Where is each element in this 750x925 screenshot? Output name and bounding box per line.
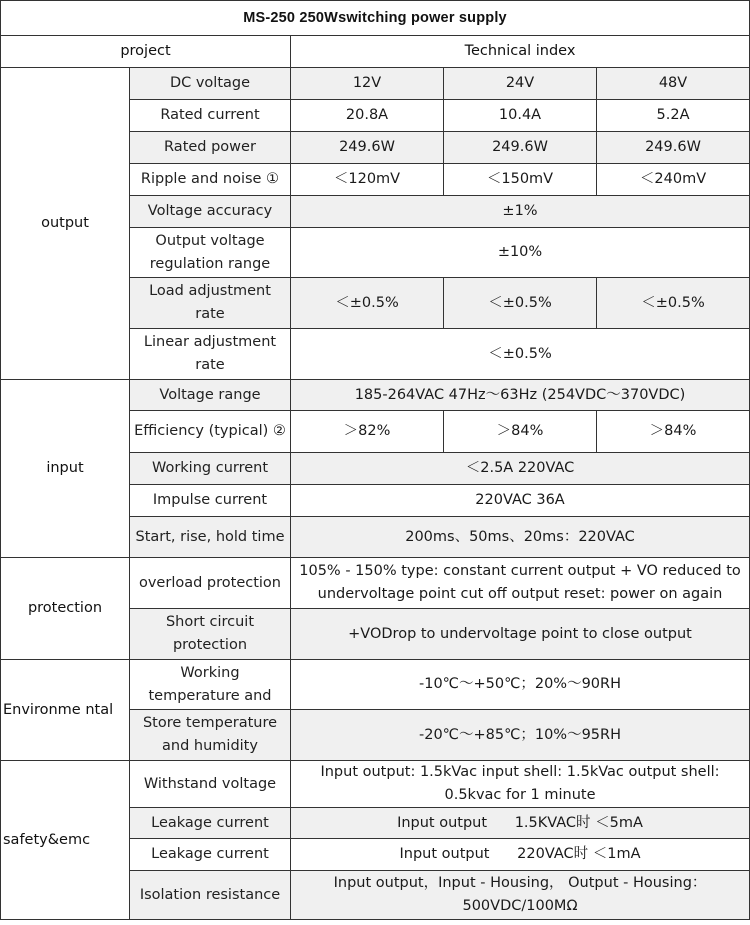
param-ripple-noise: Ripple and noise ①: [130, 164, 291, 196]
value-48v: ＜±0.5%: [597, 278, 750, 329]
param-rated-power: Rated power: [130, 132, 291, 164]
param-impulse-current: Impulse current: [130, 485, 291, 517]
value-24v: ＜±0.5%: [444, 278, 597, 329]
value-12v: ＞82%: [291, 411, 444, 453]
value-12v: 249.6W: [291, 132, 444, 164]
value-12v: ＜120mV: [291, 164, 444, 196]
param-store-temperature: Store temperature and humidity: [130, 710, 291, 761]
param-isolation-resistance: Isolation resistance: [130, 871, 291, 920]
row-voltage-range: [1, 380, 750, 411]
group-output: output: [1, 68, 130, 380]
value-short-circuit: +VODrop to undervoltage point to close output: [291, 609, 750, 660]
value-start-time: 200ms、50ms、20ms：220VAC: [291, 517, 750, 558]
value-overload: 105% - 150% type: constant current output + VO reduced to undervoltage point cut off output reset: power on again: [291, 558, 750, 609]
param-linear-adjustment: Linear adjustment rate: [130, 329, 291, 380]
value-leakage-current-1: Input output 1.5KVAC时 ＜5mA: [291, 808, 750, 839]
group-safety-emc: safety&emc: [1, 761, 130, 920]
value-24v: 10.4A: [444, 100, 597, 132]
value-24v: ＜150mV: [444, 164, 597, 196]
value-24v: 24V: [444, 68, 597, 100]
value-voltage-accuracy: ±1%: [291, 196, 750, 228]
param-start-time: Start, rise, hold time: [130, 517, 291, 558]
param-leakage-current: Leakage current: [130, 839, 291, 871]
param-voltage-accuracy: Voltage accuracy: [130, 196, 291, 228]
row-working-temperature: [1, 660, 750, 710]
value-48v: 5.2A: [597, 100, 750, 132]
group-environmental: Environme ntal: [1, 660, 130, 761]
value-regulation-range: ±10%: [291, 228, 750, 278]
value-48v: ＜240mV: [597, 164, 750, 196]
header-project: project: [1, 36, 291, 68]
param-voltage-range: Voltage range: [130, 380, 291, 411]
param-withstand-voltage: Withstand voltage: [130, 761, 291, 808]
param-efficiency: Efficiency (typical) ②: [130, 411, 291, 453]
value-24v: ＞84%: [444, 411, 597, 453]
value-24v: 249.6W: [444, 132, 597, 164]
group-input: input: [1, 380, 130, 558]
value-voltage-range: 185-264VAC 47Hz～63Hz (254VDC～370VDC): [291, 380, 750, 411]
param-rated-current: Rated current: [130, 100, 291, 132]
value-linear-adjustment: ＜±0.5%: [291, 329, 750, 380]
page-title: MS-250 250Wswitching power supply: [1, 1, 750, 36]
group-protection: protection: [1, 558, 130, 660]
value-working-current: ＜2.5A 220VAC: [291, 453, 750, 485]
value-48v: ＞84%: [597, 411, 750, 453]
value-working-temperature: -10℃～+50℃；20%～90RH: [291, 660, 750, 710]
row-overload: [1, 558, 750, 609]
param-short-circuit: Short circuit protection: [130, 609, 291, 660]
header-row: [1, 36, 750, 68]
row-withstand-voltage: [1, 761, 750, 808]
param-working-current: Working current: [130, 453, 291, 485]
value-12v: ＜±0.5%: [291, 278, 444, 329]
row-dc-voltage: [1, 68, 750, 100]
param-leakage-current: Leakage current: [130, 808, 291, 839]
value-48v: 249.6W: [597, 132, 750, 164]
value-48v: 48V: [597, 68, 750, 100]
param-overload: overload protection: [130, 558, 291, 609]
header-technical-index: Technical index: [291, 36, 750, 68]
value-impulse-current: 220VAC 36A: [291, 485, 750, 517]
value-leakage-current-2: Input output 220VAC时 ＜1mA: [291, 839, 750, 871]
param-regulation-range: Output voltage regulation range: [130, 228, 291, 278]
value-isolation-resistance: Input output，Input - Housing， Output - Housing：500VDC/100MΩ: [291, 871, 750, 920]
title-row: [1, 1, 750, 36]
param-dc-voltage: DC voltage: [130, 68, 291, 100]
param-working-temperature: Working temperature and: [130, 660, 291, 710]
value-12v: 12V: [291, 68, 444, 100]
value-store-temperature: -20℃～+85℃；10%～95RH: [291, 710, 750, 761]
value-withstand-voltage: Input output: 1.5kVac input shell: 1.5kVac output shell: 0.5kvac for 1 minute: [291, 761, 750, 808]
param-load-adjustment: Load adjustment rate: [130, 278, 291, 329]
value-12v: 20.8A: [291, 100, 444, 132]
